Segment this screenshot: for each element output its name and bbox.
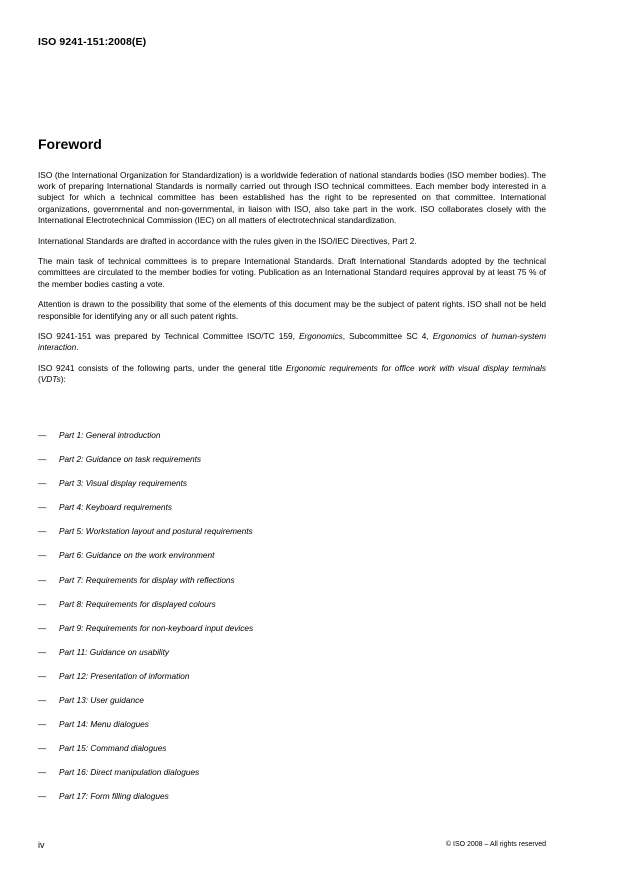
list-item (38, 502, 546, 526)
punctuation: . (76, 342, 79, 353)
part-title: Part 3: Visual display requirements (59, 478, 188, 489)
list-item (38, 719, 546, 743)
part-title: Part 7: Requirements for display with reflections (59, 574, 235, 585)
punctuation: ( (38, 374, 41, 385)
list-item (38, 695, 546, 719)
dash-bullet: — (38, 550, 47, 561)
dash-bullet: — (38, 695, 47, 706)
vdt-abbreviation: VDTs (40, 374, 61, 385)
subcommittee-name: Ergonomics of human-system interaction (38, 331, 546, 353)
part-title: Part 17: Form filling dialogues (59, 791, 169, 802)
part-title: Part 9: Requirements for non-keyboard input devices (59, 622, 254, 633)
dash-bullet: — (38, 646, 47, 657)
parts-list (38, 430, 546, 816)
part-title: Part 13: User guidance (59, 695, 144, 706)
dash-bullet: — (38, 670, 47, 681)
list-item (38, 623, 546, 647)
punctuation: ): (60, 374, 66, 385)
dash-bullet: — (38, 430, 47, 440)
list-item (38, 550, 546, 574)
dash-bullet: — (38, 478, 47, 489)
dash-bullet: — (38, 502, 47, 513)
dash-bullet: — (38, 598, 47, 609)
part-title: Part 12: Presentation of information (59, 670, 190, 681)
prepared-by-text: ISO 9241-151 was prepared by Technical Committee ISO/TC 159, (38, 331, 299, 342)
paragraph-prepared-by (38, 331, 546, 353)
list-item (38, 791, 546, 815)
dash-bullet: — (38, 719, 47, 730)
general-title: Ergonomic requirements for office work with visual display terminals (286, 363, 546, 374)
list-item (38, 743, 546, 767)
list-item (38, 526, 546, 550)
paragraph-parts-intro (38, 363, 546, 385)
list-item (38, 478, 546, 502)
part-title: Part 14: Menu dialogues (59, 719, 149, 730)
subcommittee-text: , Subcommittee SC 4, (342, 331, 433, 342)
list-item (38, 671, 546, 695)
part-title: Part 8: Requirements for displayed colours (59, 598, 216, 609)
list-item (38, 647, 546, 671)
dash-bullet: — (38, 791, 47, 802)
list-item (38, 599, 546, 623)
list-item (38, 430, 546, 454)
list-item (38, 454, 546, 478)
part-title: Part 6: Guidance on the work environment (59, 550, 215, 561)
part-title: Part 5: Workstation layout and postural requirements (59, 526, 253, 537)
parts-intro-text: ISO 9241 consists of the following parts, under the general title (38, 363, 287, 374)
part-title: Part 2: Guidance on task requirements (59, 454, 202, 465)
copyright-notice: © ISO 2008 – All rights reserved (445, 841, 546, 848)
part-title: Part 11: Guidance on usability (59, 646, 170, 657)
dash-bullet: — (38, 574, 47, 585)
paragraph-main-task: The main task of technical committees is to prepare International Standards. Draft International Standards adopted by the technical committees are circulated to the member bodies for voting. Publication as an International Standard requires approval by at least 75 % of the member bodies casting a vote. (38, 256, 546, 289)
page-number: iv (38, 840, 45, 850)
document-identifier: ISO 9241-151:2008(E) (38, 36, 147, 48)
dash-bullet: — (38, 454, 47, 465)
section-title: Foreword (38, 136, 102, 152)
part-title: Part 15: Command dialogues (59, 743, 167, 754)
dash-bullet: — (38, 526, 47, 537)
part-title: Part 4: Keyboard requirements (59, 502, 172, 513)
committee-name: Ergonomics (298, 331, 343, 342)
part-title: Part 16: Direct manipulation dialogues (59, 767, 200, 778)
dash-bullet: — (38, 743, 47, 754)
list-item (38, 767, 546, 791)
foreword-body (38, 170, 546, 395)
paragraph-directives: International Standards are drafted in accordance with the rules given in the ISO/IEC Directives, Part 2. (38, 235, 417, 246)
paragraph-patent-rights: Attention is drawn to the possibility that some of the elements of this document may be the subject of patent rights. ISO shall not be held responsible for identifying any or all such patent rights. (38, 299, 546, 321)
dash-bullet: — (38, 767, 47, 778)
paragraph-iso-intro: ISO (the International Organization for Standardization) is a worldwide federation of national standards bodies (ISO member bodies). The work of preparing International Standards is normally carried out through ISO technical committees. Each member body interested in a subject for which a technical committee has been established has the right to be represented on that committee. International organizations, governmental and non-governmental, in liaison with ISO, also take part in the work. ISO collaborates closely with the International Electrotechnical Commission (IEC) on all matters of electrotechnical standardization. (38, 170, 546, 225)
dash-bullet: — (38, 622, 47, 633)
list-item (38, 575, 546, 599)
part-title: Part 1: General introduction (59, 430, 161, 440)
